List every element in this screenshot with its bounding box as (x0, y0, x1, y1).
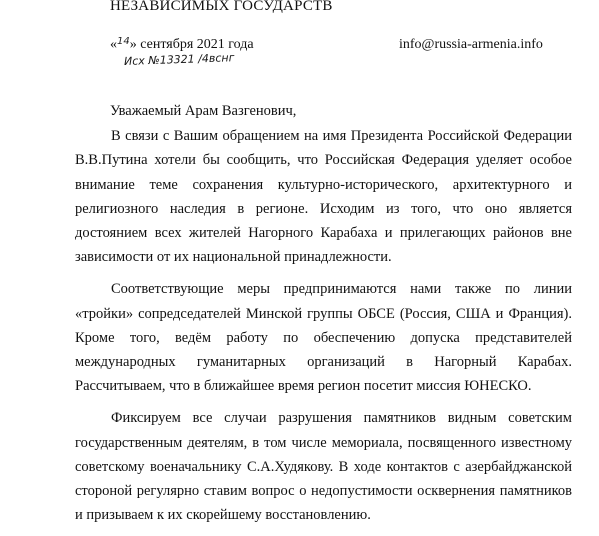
letter-body (75, 124, 572, 535)
paragraph-3: Фиксируем все случаи разрушения памятников видным советским государственным деятелям, в том числе мемориала, посвященного известному советскому военачальнику С.А.Худякову. В ходе контактов с азербайджанской стороной регулярно ставим вопрос о недопустимости осквернения памятников и призываем к их скорейшему восстановлению. (75, 410, 572, 524)
organization-name: НЕЗАВИСИМЫХ ГОСУДАРСТВ (110, 0, 333, 14)
paragraph-1: В связи с Вашим обращением на имя Президента Российской Федерации В.В.Путина хотели бы сообщить, что Российская Федерация уделяет особое внимание теме сохранения культурно-исторического, архитектурного и религиозного наследия в регионе. Исходим из того, что оно является достоянием всех жителей Нагорного Карабаха и прилегающих районов вне зависимости от их национальной принадлежности. (75, 128, 572, 266)
outgoing-reference-handwritten: Исх №13321 /4вснг (123, 51, 235, 68)
contact-email: info@russia-armenia.info (399, 37, 543, 52)
salutation: Уважаемый Арам Вазгенович, (110, 103, 297, 119)
date-day-handwritten: 14 (117, 36, 130, 47)
date-month-year: » сентября 2021 года (129, 37, 254, 52)
paragraph-2: Соответствующие меры предпринимаются нами также по линии «тройки» сопредседателей Минской группы ОБСЕ (Россия, США и Франция). Кроме того, ведём работу по обеспечению допуска представителей международных гуманитарных организаций в Нагорный Карабах. Рассчитываем, что в ближайшее время регион посетит миссия ЮНЕСКО. (75, 281, 572, 395)
date-quote-open: « (110, 37, 117, 52)
